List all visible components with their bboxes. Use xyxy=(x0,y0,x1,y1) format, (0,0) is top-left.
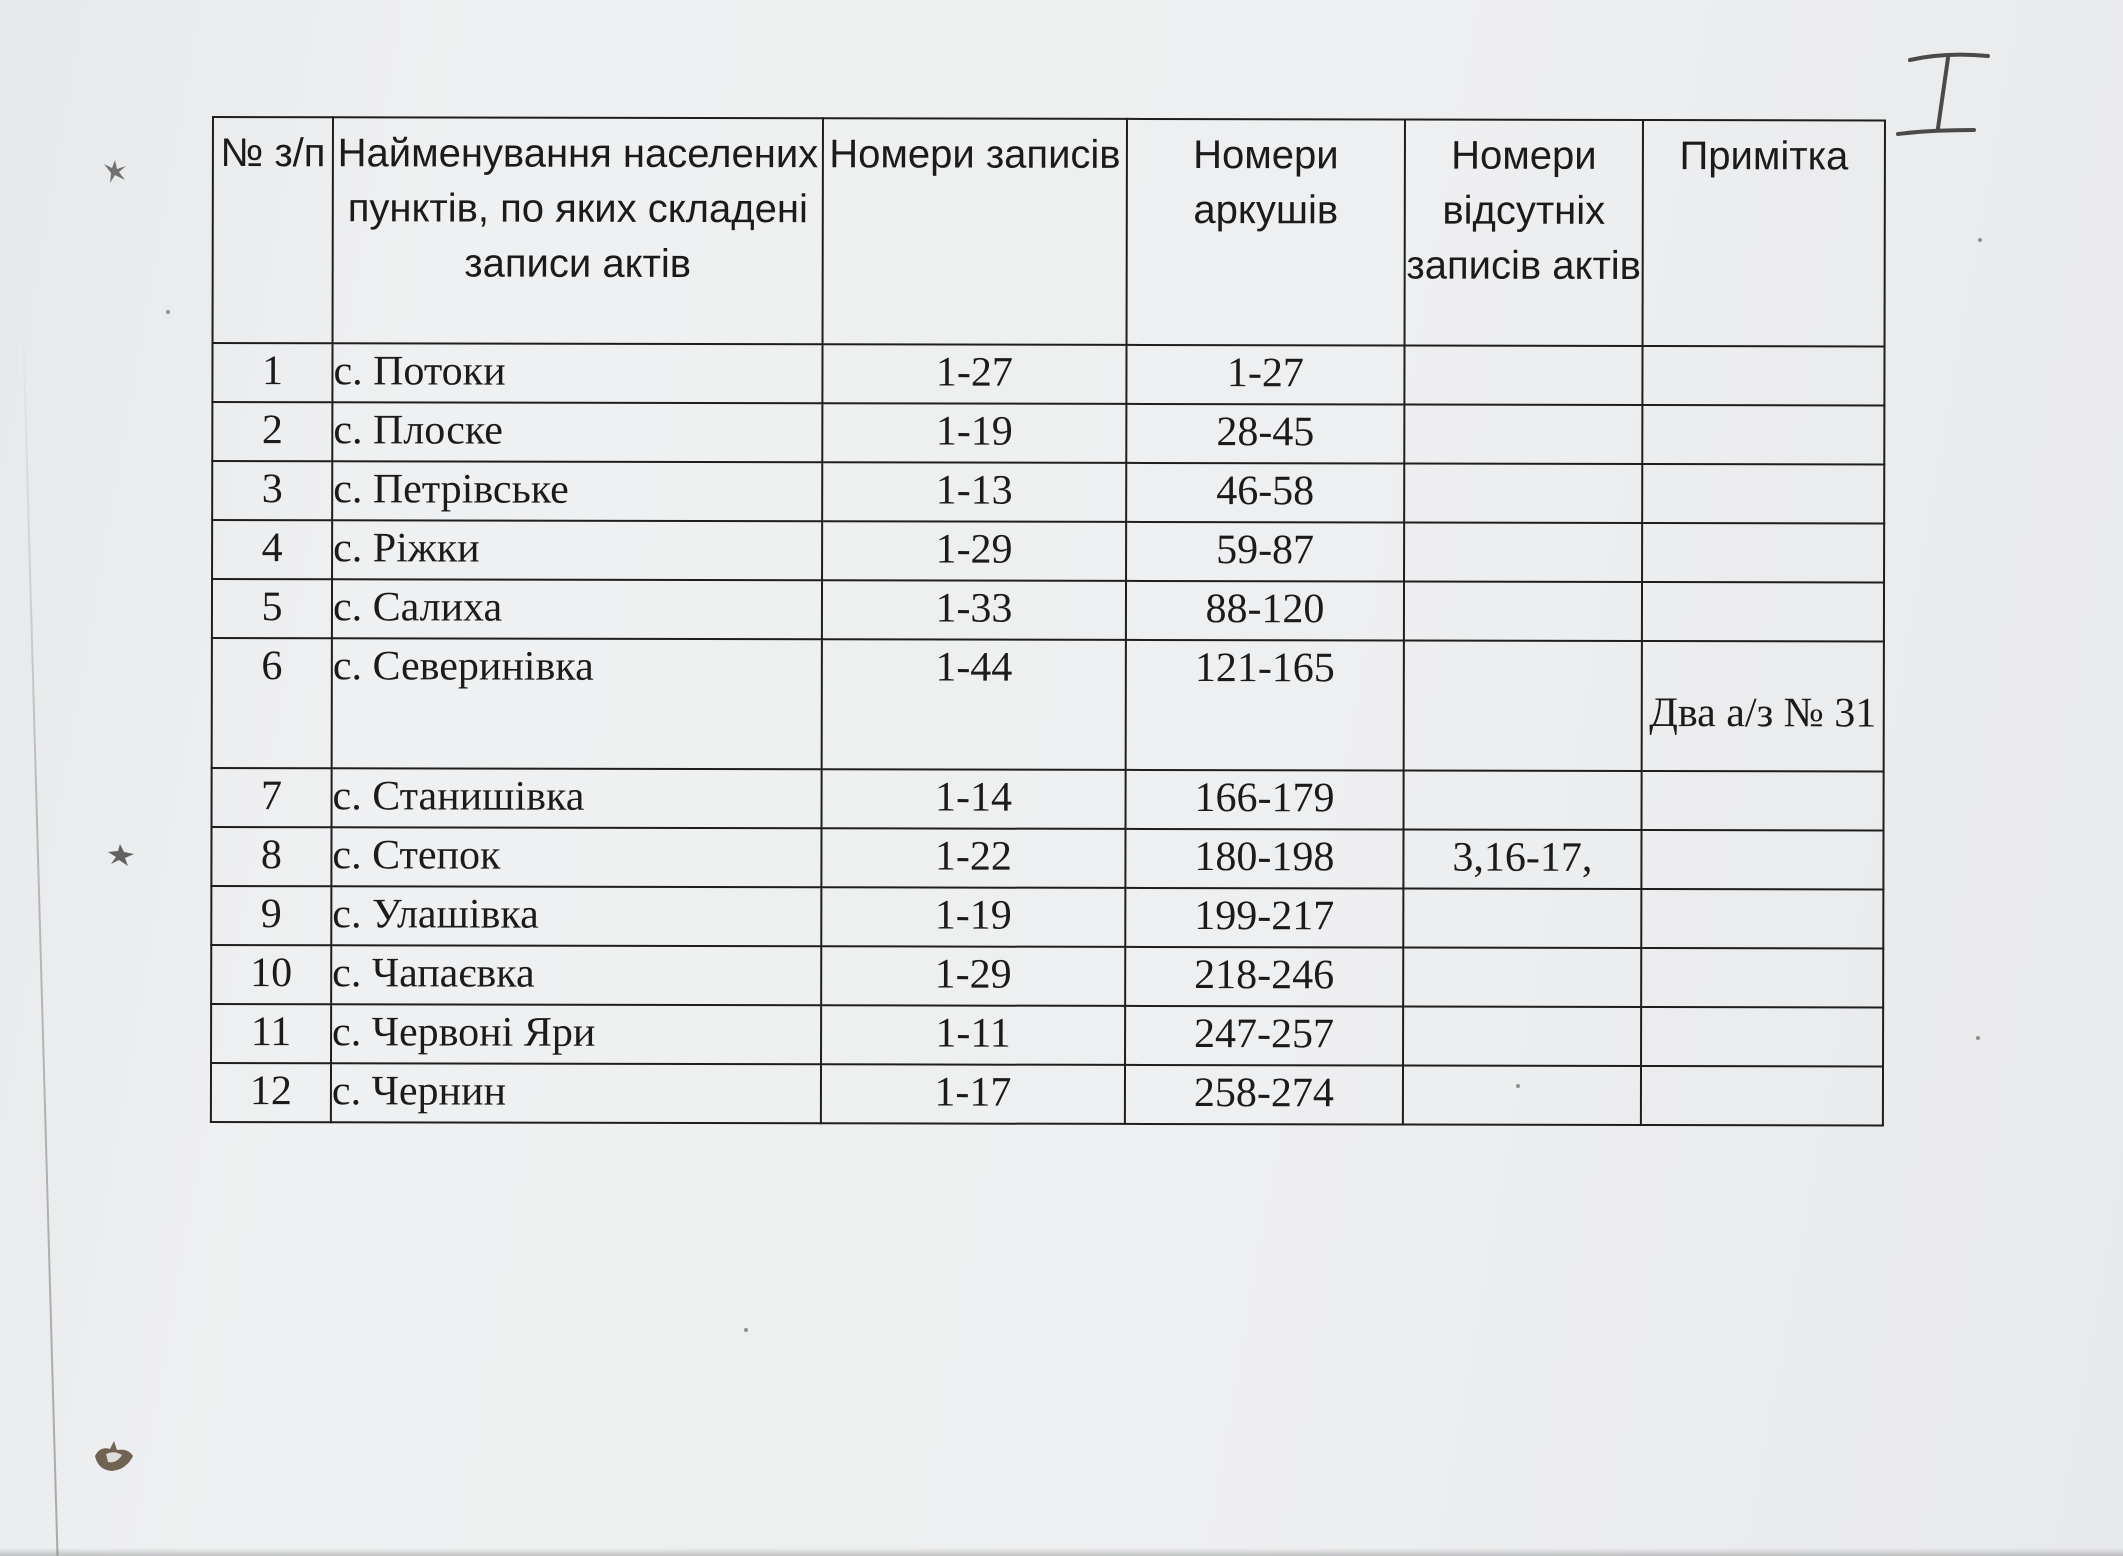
table-row xyxy=(212,402,1884,465)
cell-settlement-name: с. Червоні Яри xyxy=(331,1004,821,1064)
cell-settlement-name: с. Плоске xyxy=(332,402,822,462)
punch-hole-bottom-icon xyxy=(92,1440,136,1474)
cell-sheet-numbers: 121-165 xyxy=(1126,640,1404,771)
cell-record-numbers: 1-14 xyxy=(822,769,1126,829)
table-row xyxy=(211,945,1883,1008)
cell-sheet-numbers: 28-45 xyxy=(1126,404,1404,464)
punch-hole-top-icon xyxy=(100,158,130,184)
cell-settlement-name: с. Северинівка xyxy=(332,638,822,769)
cell-number: 7 xyxy=(212,768,332,827)
header-missing-records: Номери відсутніх записів актів xyxy=(1405,119,1643,345)
cell-note xyxy=(1642,346,1884,406)
cell-record-numbers: 1-29 xyxy=(821,946,1125,1006)
cell-sheet-numbers: 1-27 xyxy=(1126,345,1404,405)
cell-record-numbers: 1-33 xyxy=(822,580,1126,640)
paper-speck xyxy=(1978,238,1982,242)
cell-settlement-name: с. Ріжки xyxy=(332,520,822,580)
table-row xyxy=(212,768,1884,831)
cell-number: 10 xyxy=(211,945,331,1004)
cell-note xyxy=(1642,405,1884,465)
cell-missing-records xyxy=(1404,345,1642,404)
cell-record-numbers: 1-27 xyxy=(822,344,1126,404)
table-header xyxy=(213,117,1885,347)
table-header-row xyxy=(213,117,1885,347)
cell-sheet-numbers: 88-120 xyxy=(1126,581,1404,641)
cell-sheet-numbers: 180-198 xyxy=(1125,829,1403,889)
cell-record-numbers: 1-29 xyxy=(822,521,1126,581)
cell-note xyxy=(1642,523,1884,583)
cell-record-numbers: 1-11 xyxy=(821,1005,1125,1065)
cell-number: 3 xyxy=(212,461,332,520)
cell-number: 11 xyxy=(211,1004,331,1063)
cell-note xyxy=(1641,830,1883,890)
cell-missing-records xyxy=(1404,770,1642,829)
cell-missing-records xyxy=(1403,947,1641,1006)
cell-note xyxy=(1642,464,1884,524)
cell-note xyxy=(1641,1007,1883,1067)
cell-note xyxy=(1642,771,1884,831)
header-number: № з/п xyxy=(213,117,333,343)
cell-note xyxy=(1641,948,1883,1008)
paper-speck xyxy=(744,1328,748,1332)
cell-note: Два а/з № 31 xyxy=(1642,641,1884,772)
cell-note xyxy=(1641,889,1883,949)
cell-sheet-numbers: 218-246 xyxy=(1125,947,1403,1007)
cell-record-numbers: 1-19 xyxy=(822,403,1126,463)
header-note: Примітка xyxy=(1643,120,1885,347)
table-body xyxy=(211,343,1885,1126)
cell-missing-records xyxy=(1404,640,1642,770)
header-settlement-name: Найменування населених пунктів, по яких складені записи актів xyxy=(333,117,823,344)
table-row xyxy=(212,579,1884,642)
cell-number: 6 xyxy=(212,638,332,768)
cell-missing-records xyxy=(1404,404,1642,463)
cell-settlement-name: с. Чернин xyxy=(331,1063,821,1123)
cell-settlement-name: с. Салиха xyxy=(332,579,822,639)
cell-number: 5 xyxy=(212,579,332,638)
cell-record-numbers: 1-13 xyxy=(822,462,1126,522)
cell-number: 12 xyxy=(211,1063,331,1122)
header-record-numbers: Номери записів xyxy=(823,118,1127,345)
table-row xyxy=(211,827,1883,890)
cell-number: 1 xyxy=(212,343,332,402)
table-row xyxy=(212,343,1884,406)
cell-record-numbers: 1-17 xyxy=(821,1064,1125,1124)
cell-sheet-numbers: 199-217 xyxy=(1125,888,1403,948)
cell-missing-records xyxy=(1404,463,1642,522)
cell-number: 2 xyxy=(212,402,332,461)
cell-number: 8 xyxy=(211,827,331,886)
table-row xyxy=(211,1004,1883,1067)
table-row xyxy=(212,461,1884,524)
cell-settlement-name: с. Степок xyxy=(331,827,821,887)
punch-hole-middle-icon xyxy=(106,842,136,868)
cell-missing-records xyxy=(1403,1065,1641,1124)
cell-number: 9 xyxy=(211,886,331,945)
paper-speck xyxy=(1976,1036,1980,1040)
cell-record-numbers: 1-22 xyxy=(821,828,1125,888)
cell-settlement-name: с. Петрівське xyxy=(332,461,822,521)
paper-fold-line xyxy=(22,320,59,1556)
cell-record-numbers: 1-19 xyxy=(821,887,1125,947)
paper-speck xyxy=(166,310,170,314)
cell-missing-records xyxy=(1403,1006,1641,1065)
cell-sheet-numbers: 59-87 xyxy=(1126,522,1404,582)
header-sheet-numbers: Номери аркушів xyxy=(1127,119,1405,346)
cell-number: 4 xyxy=(212,520,332,579)
cell-settlement-name: с. Потоки xyxy=(332,343,822,403)
table-row xyxy=(212,638,1884,772)
cell-sheet-numbers: 166-179 xyxy=(1126,770,1404,830)
cell-record-numbers: 1-44 xyxy=(822,639,1126,770)
cell-missing-records: 3,16-17, xyxy=(1403,829,1641,888)
paper-bottom-edge xyxy=(0,1548,2123,1556)
cell-settlement-name: с. Станишівка xyxy=(332,768,822,828)
cell-missing-records xyxy=(1404,581,1642,640)
cell-sheet-numbers: 46-58 xyxy=(1126,463,1404,523)
table-row xyxy=(211,886,1883,949)
acts-register-table xyxy=(210,116,1886,1127)
cell-note xyxy=(1642,582,1884,642)
cell-sheet-numbers: 247-257 xyxy=(1125,1006,1403,1066)
cell-settlement-name: с. Улашівка xyxy=(331,886,821,946)
table-row xyxy=(212,520,1884,583)
cell-settlement-name: с. Чапаєвка xyxy=(331,945,821,1005)
table-row xyxy=(211,1063,1883,1126)
cell-sheet-numbers: 258-274 xyxy=(1125,1065,1403,1125)
cell-missing-records xyxy=(1403,888,1641,947)
cell-note xyxy=(1641,1066,1883,1126)
cell-missing-records xyxy=(1404,522,1642,581)
